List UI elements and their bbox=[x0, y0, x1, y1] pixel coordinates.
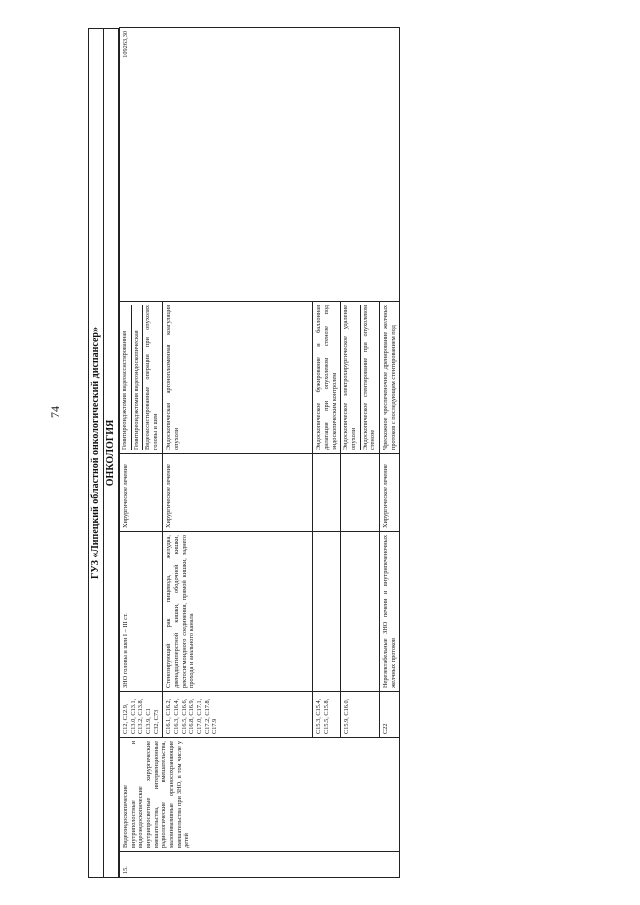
patient-model: Нерезектабельные ЗНО печени и внутрипеченочных желчных протоков bbox=[380, 532, 400, 692]
method-item: Гемитиреоидэктомия видеоэндоскопическая bbox=[132, 305, 144, 450]
icd-codes: C15.9, C16.0, bbox=[341, 692, 380, 738]
patient-model: ЗНО головы и шеи I – III ст. bbox=[120, 532, 163, 692]
icd-codes: C15.3, C15.4, C15.5, C15.8, bbox=[313, 692, 341, 738]
services-table bbox=[119, 27, 400, 878]
method-item: Эндоскопическое бужирование и баллонная дилатация при опухолевом стенозе под эндоскопическим контролем bbox=[313, 302, 341, 454]
patient-model bbox=[341, 532, 380, 692]
treatment-type: Хирургическое лечение bbox=[120, 454, 163, 532]
row-name: Видеоэндоскопические внутриполостные и видеоэндоскопические внутрипросветные хирургические вмешательства, интервенционные радиологические вмешательства, малоинвазивные органосохраняющие вмешательства при ЗНО, в том числе у детей bbox=[120, 738, 400, 852]
patient-model bbox=[313, 532, 341, 692]
table-row bbox=[120, 28, 163, 878]
patient-model: Стенозирующий рак пищевода, желудка, двенадцатиперстной кишки, ободочной кишки, ректосигмоидного соединения, прямой кишки, заднего прохода и анального канала bbox=[163, 532, 313, 692]
treatment-methods bbox=[120, 302, 163, 454]
icd-codes: C22 bbox=[380, 692, 400, 738]
treatment-type: Хирургическое лечение bbox=[380, 454, 400, 532]
treatment-methods bbox=[341, 302, 380, 454]
section-header: ОНКОЛОГИЯ bbox=[103, 28, 119, 878]
row-number: 15. bbox=[120, 852, 400, 878]
method-item: Чрескожное чреспеченочное дренирование желчных протоков с последующим стентированием под bbox=[380, 302, 400, 454]
method-item: Видеоассистированные операции при опухолях головы и шеи bbox=[144, 305, 160, 450]
treatment-type bbox=[313, 454, 341, 532]
institution-header: ГУЗ «Липецкий областной онкологический диспансер» bbox=[88, 28, 103, 878]
treatment-type: Хирургическое лечение bbox=[163, 454, 313, 532]
icd-codes: C12, C12.9, C13.0, C13.1, C13.2, C13.8, C13.9, C1 C32, C73 bbox=[120, 692, 163, 738]
icd-codes: C16.1, C16.2, C16.3, C16.4, C16.5, C16.6, C16.8, C16.9, C17.0, C17.1, C17.2, C17.8, C17.9 bbox=[163, 692, 313, 738]
method-item: Гемитиреоидэктомия видеоассистированная bbox=[120, 305, 132, 450]
rotated-table-sheet bbox=[88, 28, 546, 878]
treatment-type bbox=[341, 454, 380, 532]
price: 109263,30 bbox=[120, 28, 400, 302]
method-item: Эндоскопическая аргоноплазменная коагуляция опухоли bbox=[163, 302, 313, 454]
method-item: Эндоскопическое электрохирургическое удаление опухоли bbox=[341, 305, 360, 450]
page-number: 74 bbox=[48, 406, 62, 418]
method-item: Эндоскопическое стентирование при опухолевом стенозе bbox=[361, 305, 377, 450]
